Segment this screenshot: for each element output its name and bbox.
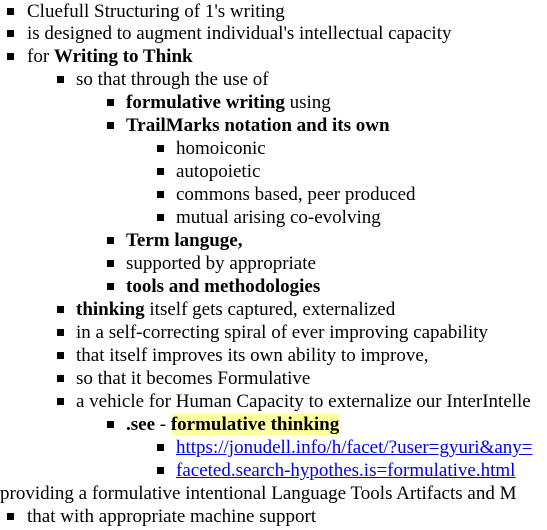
bullet (157, 191, 164, 198)
bullet (7, 53, 14, 60)
bullet (7, 30, 14, 37)
outline-item (0, 137, 547, 160)
outline-item (0, 344, 547, 367)
item-text-bold: tools and methodologies (126, 276, 321, 297)
outline-item (0, 114, 547, 137)
item-text (126, 413, 339, 436)
bullet (107, 283, 114, 290)
item-text: supported by appropriate (126, 253, 316, 274)
bullet (107, 237, 114, 244)
outline-item (0, 206, 547, 229)
bullet (107, 99, 114, 106)
outline-item (0, 252, 547, 275)
item-text: that itself improves its own ability to improve, (76, 345, 429, 366)
bullet (57, 352, 64, 359)
item-text-bold: .see (126, 414, 156, 435)
outline-item (0, 275, 547, 298)
bullet (7, 513, 14, 520)
item-text-bold: Term languge, (126, 230, 243, 251)
item-text-plain: itself gets captured, externalized (144, 299, 396, 320)
item-text: a vehicle for Human Capacity to externalize our InterIntelle (76, 391, 531, 412)
item-text-bold: thinking (76, 299, 145, 320)
facet-link[interactable]: https://jonudell.info/h/facet/?user=gyuri&any= (176, 437, 533, 458)
bullet (57, 76, 64, 83)
outline-item (0, 459, 547, 482)
item-text (126, 91, 331, 114)
bullet (157, 168, 164, 175)
outline-item (0, 390, 547, 413)
outline-item (0, 183, 547, 206)
item-text: in a self-correcting spiral of ever improving capability (76, 322, 489, 343)
outline-item (0, 22, 547, 45)
item-text: autopoietic (176, 161, 261, 182)
outline-item (0, 413, 547, 436)
item-text-bold: formulative writing (126, 92, 285, 113)
highlighted-term: formulative thinking (170, 414, 340, 435)
item-text: so that it becomes Formulative (76, 368, 311, 389)
outline-item (0, 0, 547, 23)
outline-item (0, 367, 547, 390)
bullet (157, 444, 164, 451)
item-text: so that through the use of (76, 69, 269, 90)
bullet (57, 329, 64, 336)
item-text (27, 45, 193, 68)
outline-item (0, 229, 547, 252)
bullet (157, 467, 164, 474)
item-text: is designed to augment individual's intellectual capacity (27, 23, 452, 44)
bullet (57, 398, 64, 405)
bullet (157, 214, 164, 221)
outline-item (0, 160, 547, 183)
item-text: homoiconic (176, 138, 266, 159)
item-text-bold: Writing to Think (53, 46, 193, 67)
paragraph-text: providing a formulative intentional Language Tools Artifacts and M (0, 483, 517, 504)
bullet (57, 375, 64, 382)
item-text-bold: TrailMarks notation and its own (126, 115, 390, 136)
bullet (7, 8, 14, 15)
outline-item (0, 505, 547, 528)
item-text-plain: for (27, 46, 54, 67)
item-text: commons based, peer produced (176, 184, 416, 205)
outline-item (0, 436, 547, 459)
outline-item (0, 298, 547, 321)
item-text-plain: using (284, 92, 331, 113)
outline-item (0, 321, 547, 344)
outline-item (0, 91, 547, 114)
outline-item (0, 68, 547, 91)
bullet (157, 145, 164, 152)
faceted-search-link[interactable]: faceted.search-hypothes.is=formulative.html (176, 460, 516, 481)
bullet (107, 260, 114, 267)
outline-paragraph (0, 482, 547, 505)
bullet (57, 306, 64, 313)
outline-item (0, 45, 547, 68)
bullet (107, 421, 114, 428)
item-text (76, 298, 395, 321)
item-text: Cluefull Structuring of 1's writing (27, 1, 285, 22)
item-text: that with appropriate machine support (27, 506, 317, 527)
bullet (107, 122, 114, 129)
separator: - (155, 414, 171, 435)
item-text: mutual arising co-evolving (176, 207, 381, 228)
